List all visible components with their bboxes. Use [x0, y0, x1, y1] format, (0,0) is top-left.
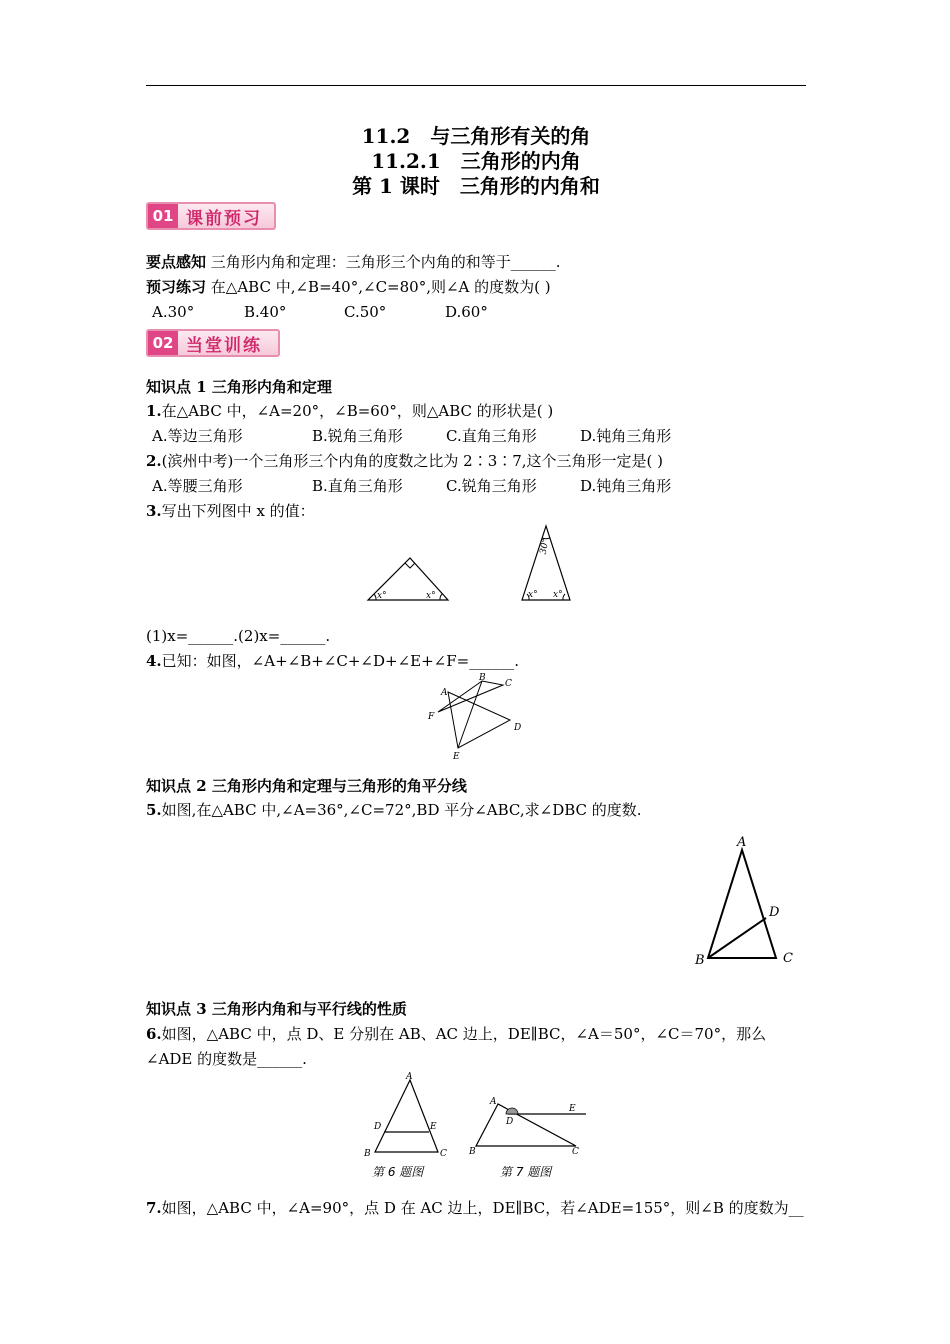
question-number: 1.: [146, 402, 162, 420]
point-label: F: [428, 712, 435, 722]
angle-label: x°: [528, 590, 538, 600]
question-number: 4.: [146, 652, 162, 670]
question-3-answer: (1)x=______.(2)x=______.: [146, 627, 331, 645]
point-label: D: [374, 1122, 382, 1132]
badge-label: 课前预习: [186, 208, 262, 229]
knowledge-point-3: 知识点 3 三角形内角和与平行线的性质: [146, 1000, 407, 1018]
question-number: 7.: [146, 1199, 162, 1217]
point-label: B: [364, 1149, 371, 1159]
figure-caption: 第 6 题图: [372, 1165, 424, 1179]
badge-preview: [146, 202, 276, 230]
option-b: B.锐角三角形: [312, 427, 403, 445]
question-text: 如图,在△ABC 中,∠A=36°,∠C=72°,BD 平分∠ABC,求∠DBC 的度数.: [161, 801, 642, 819]
question-number: 2.: [146, 452, 162, 470]
key-point-text: 三角形内角和定理：三角形三个内角的和等于______.: [210, 253, 561, 271]
angle-label: x°: [426, 591, 436, 601]
figure-q6: [360, 1070, 460, 1182]
option-d: D.60°: [445, 303, 488, 321]
figure-q7: [468, 1094, 592, 1182]
option-b: B.直角三角形: [312, 477, 403, 495]
option-b: B.40°: [244, 303, 287, 321]
point-label: A: [406, 1072, 413, 1082]
question-text: 写出下列图中 x 的值：: [161, 502, 315, 520]
point-label: A: [490, 1097, 497, 1107]
header-rule: [146, 85, 806, 86]
angle-label: 30°: [538, 537, 552, 556]
question-6-line-2: ∠ADE 的度数是______.: [146, 1050, 307, 1068]
question-text: 如图，△ABC 中，∠A=90°，点 D 在 AC 边上，DE∥BC，若∠ADE=155°，则∠B 的度数为__: [161, 1199, 804, 1217]
point-label: E: [453, 752, 460, 762]
option-a: A.30°: [152, 303, 195, 321]
question-1: [146, 401, 553, 421]
figure-caption: 第 7 题图: [500, 1165, 552, 1179]
subsection-title: 11.2.1 三角形的内角: [371, 149, 581, 173]
question-text: 已知：如图，∠A+∠B+∠C+∠D+∠E+∠F=______.: [161, 652, 519, 670]
figure-q5-triangle: [690, 828, 800, 970]
angle-label: x°: [553, 590, 563, 600]
badge-number: 02: [148, 331, 178, 355]
question-3: [146, 501, 315, 521]
point-label: B: [479, 673, 486, 683]
badge-label: 当堂训练: [186, 335, 262, 356]
option-a: A.等边三角形: [152, 427, 243, 445]
question-7: [146, 1198, 804, 1218]
point-label: A: [737, 835, 747, 850]
point-label: B: [695, 953, 705, 968]
point-label: D: [506, 1117, 514, 1127]
figure-q4-star: [420, 672, 530, 764]
question-number: 5.: [146, 801, 162, 819]
knowledge-point-2: 知识点 2 三角形内角和定理与三角形的角平分线: [146, 777, 467, 795]
point-label: E: [430, 1122, 437, 1132]
question-number: 3.: [146, 502, 162, 520]
key-point-line: [146, 252, 561, 272]
point-label: C: [505, 679, 512, 689]
badge-number: 01: [148, 204, 178, 228]
point-label: A: [441, 688, 448, 698]
option-c: C.直角三角形: [446, 427, 537, 445]
badge-practice: [146, 329, 280, 357]
point-label: B: [469, 1147, 476, 1157]
lesson-title: 第 1 课时 三角形的内角和: [352, 174, 600, 198]
point-label: D: [514, 723, 522, 733]
key-point-head: 要点感知: [146, 253, 207, 271]
question-text: (滨州中考)一个三角形三个内角的度数之比为 2∶3∶7,这个三角形一定是( ): [161, 452, 664, 470]
question-2: [146, 451, 663, 471]
option-a: A.等腰三角形: [152, 477, 243, 495]
option-c: C.锐角三角形: [446, 477, 537, 495]
question-5: [146, 800, 642, 820]
figure-q3-isosceles-triangle: [514, 522, 578, 604]
point-label: C: [572, 1147, 579, 1157]
question-4: [146, 651, 519, 671]
preview-exercise-head: 预习练习: [146, 278, 207, 296]
question-text: 在△ABC 中，∠A=20°，∠B=60°，则△ABC 的形状是( ): [161, 402, 554, 420]
point-label: C: [783, 951, 793, 966]
question-text: 如图，△ABC 中，点 D、E 分别在 AB、AC 边上，DE∥BC，∠A＝50°，∠C＝70°，那么: [161, 1025, 767, 1043]
angle-label: x°: [377, 591, 387, 601]
question-number: 6.: [146, 1025, 162, 1043]
question-6: [146, 1024, 766, 1044]
option-c: C.50°: [344, 303, 387, 321]
knowledge-point-1: 知识点 1 三角形内角和定理: [146, 378, 332, 396]
figure-q3-right-triangle: [360, 552, 456, 604]
section-title: 11.2 与三角形有关的角: [361, 124, 591, 148]
preview-exercise-text: 在△ABC 中,∠B=40°,∠C=80°,则∠A 的度数为( ): [210, 278, 551, 296]
point-label: C: [440, 1149, 447, 1159]
option-d: D.钝角三角形: [580, 477, 672, 495]
option-d: D.钝角三角形: [580, 427, 672, 445]
point-label: D: [769, 905, 780, 920]
preview-exercise-line: [146, 277, 551, 297]
point-label: E: [569, 1104, 576, 1114]
